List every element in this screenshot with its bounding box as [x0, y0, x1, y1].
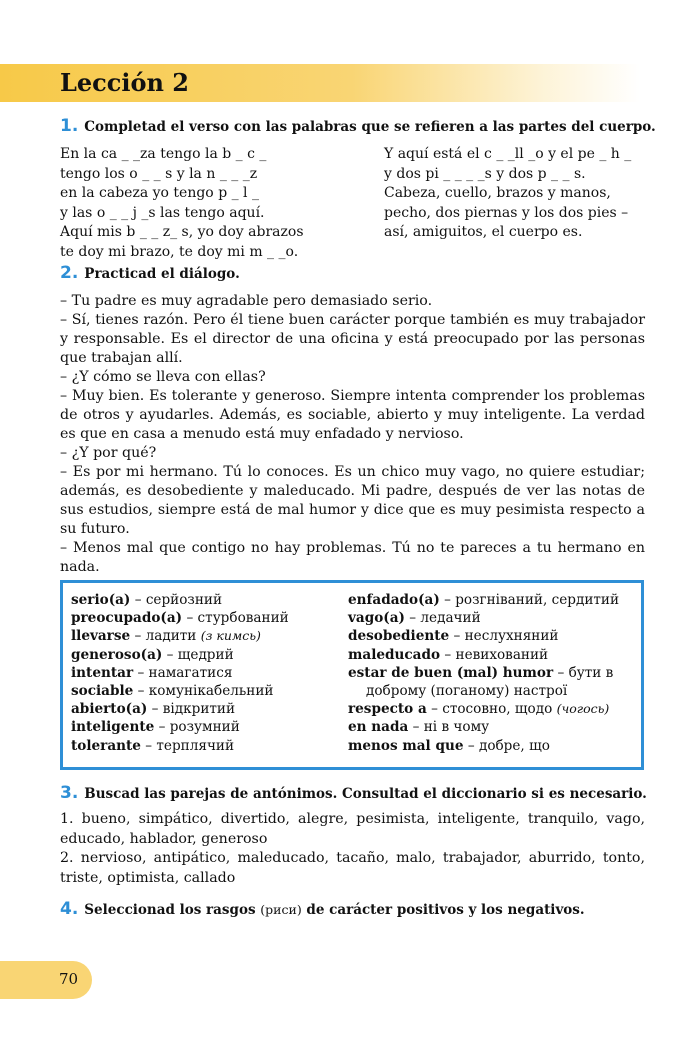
poem-line: te doy mi brazo, te doy mi m _ _o. — [60, 243, 299, 260]
vocabulary-term: serio(a) — [71, 592, 131, 608]
dialogue-line: – Muy bien. Es tolerante y generoso. Siempre intenta comprender los problemas de otros y ayudarles. Además, es sociable, abierto y muy inteligente. La verdad es que en casa a menudo está muy enfadado y nervioso. — [60, 388, 645, 442]
poem-left-column — [60, 145, 304, 262]
poem-right-column — [384, 145, 631, 243]
vocabulary-note: (чогось) — [556, 701, 610, 717]
vocabulary-translation: – комунікабельний — [137, 683, 274, 700]
vocabulary-entry — [348, 700, 619, 718]
vocabulary-entry — [348, 682, 619, 700]
vocabulary-term: enfadado(a) — [348, 592, 440, 608]
vocabulary-box — [60, 580, 644, 770]
vocabulary-term: preocupado(a) — [71, 610, 183, 627]
vocabulary-translation: – добре, що — [467, 737, 550, 754]
vocabulary-entry — [71, 682, 289, 700]
poem-line: y dos pi _ _ _ _s y dos p _ _ s. — [384, 165, 586, 182]
page-number-tab — [0, 961, 92, 999]
vocabulary-term: tolerante — [71, 737, 141, 754]
vocabulary-translation: – стурбований — [186, 610, 289, 627]
task-3-text: Buscad las parejas de antónimos. Consultad el diccionario si es necesario. — [84, 786, 647, 802]
dialogue-line: – ¿Y por qué? — [60, 445, 157, 461]
vocabulary-translation: – розгніваний, сердитий — [444, 592, 620, 608]
dialogue-line: – Es por mi hermano. Tú lo conoces. Es un chico muy vago, no quiere estudiar; además, es desobediente y maleducado. Mi padre, después de ver las notas de sus estudios, siempre está de mal humor y dice que es muy pesimista respecto a su futuro. — [60, 464, 645, 537]
vocabulary-entry — [348, 646, 619, 664]
task-1-number: 1. — [60, 116, 79, 136]
task-2-instruction — [60, 264, 240, 283]
lesson-title: Lección 2 — [60, 68, 189, 97]
vocabulary-entry — [348, 737, 619, 755]
vocabulary-entry — [348, 627, 619, 645]
lesson-header — [0, 64, 640, 102]
vocabulary-translation: – бути в — [557, 664, 614, 681]
vocabulary-entry — [348, 664, 619, 682]
task-2-number: 2. — [60, 263, 79, 283]
vocabulary-translation: – ледачий — [409, 610, 481, 627]
vocabulary-translation: доброму (поганому) настрої — [366, 683, 568, 700]
poem-line: en la cabeza yo tengo p _ l _ — [60, 185, 259, 201]
vocabulary-translation: – стосовно, щодо — [431, 701, 553, 718]
vocabulary-term: inteligente — [71, 719, 155, 736]
poem-line: Y aquí está el c _ _ll _o y el pe _ h _ — [384, 146, 632, 162]
vocabulary-entry — [348, 718, 619, 736]
poem-line: pecho, dos piernas y los dos pies – — [384, 204, 629, 221]
vocabulary-term: generoso(a) — [71, 646, 163, 663]
poem-line: Aquí mis b _ _ z_ s, yo doy abrazos — [60, 224, 304, 240]
vocabulary-entry — [71, 737, 289, 755]
vocabulary-translation: – невихований — [444, 646, 549, 663]
dialogue-line: – Tu padre es muy agradable pero demasiado serio. — [60, 293, 433, 309]
vocabulary-entry — [71, 718, 289, 736]
vocabulary-term: sociable — [71, 683, 134, 700]
vocabulary-left-column — [71, 591, 289, 755]
task-3-instruction — [60, 784, 647, 803]
vocabulary-entry — [71, 700, 289, 718]
vocabulary-note: (з кимсь) — [200, 628, 261, 644]
dialogue-line: – Menos mal que contigo no hay problemas. Tú no te pareces a tu hermano en nada. — [60, 540, 645, 575]
task-2-text: Practicad el diálogo. — [84, 266, 240, 282]
task-1-instruction — [60, 117, 656, 136]
vocabulary-entry — [71, 609, 289, 627]
poem-line: así, amiguitos, el cuerpo es. — [384, 224, 583, 240]
vocabulary-term: desobediente — [348, 628, 450, 645]
vocabulary-term: estar de buen (mal) humor — [348, 664, 554, 681]
task-4-text-c: de carácter positivos y los negativos. — [306, 902, 585, 918]
vocabulary-entry — [71, 646, 289, 664]
task-4-instruction — [60, 900, 585, 919]
vocabulary-translation: – розумний — [158, 719, 240, 736]
vocabulary-translation: – терплячий — [145, 737, 235, 754]
poem-line: y las o _ _ j _s las tengo aquí. — [60, 204, 265, 221]
vocabulary-term: abierto(a) — [71, 701, 148, 718]
dialogue-line: – ¿Y cómo se lleva con ellas? — [60, 369, 266, 385]
antonyms-list-2: 2. nervioso, antipático, maleducado, tacaño, malo, trabajador, aburrido, tonto, triste, optimista, callado — [60, 850, 645, 886]
vocabulary-entry — [71, 627, 289, 645]
vocabulary-translation: – ладити — [134, 628, 197, 645]
dialogue — [60, 292, 645, 577]
vocabulary-translation: – серйозний — [134, 592, 223, 608]
vocabulary-term: vago(a) — [348, 610, 405, 627]
task-4-text-b: (риси) — [260, 902, 302, 917]
dialogue-line: – Sí, tienes razón. Pero él tiene buen carácter porque también es muy trabajador y responsable. Es el director de una oficina y está preocupado por las personas que trabajan allí. — [60, 312, 645, 366]
vocabulary-term: maleducado — [348, 646, 441, 663]
poem-line: Cabeza, cuello, brazos y manos, — [384, 185, 611, 201]
vocabulary-term: en nada — [348, 719, 409, 736]
task-3-number: 3. — [60, 783, 79, 803]
vocabulary-translation: – щедрий — [166, 646, 234, 663]
vocabulary-right-column — [348, 591, 619, 755]
task-4-text-a: Seleccionad los rasgos — [84, 902, 256, 918]
vocabulary-entry — [71, 591, 289, 609]
vocabulary-term: llevarse — [71, 628, 131, 645]
vocabulary-translation: – намагатися — [137, 664, 233, 681]
poem-line: En la ca _ _za tengo la b _ c _ — [60, 146, 267, 162]
vocabulary-entry — [71, 664, 289, 682]
vocabulary-entry — [348, 591, 619, 609]
vocabulary-entry — [348, 609, 619, 627]
antonyms-list-1: 1. bueno, simpático, divertido, alegre, pesimista, inteligente, tranquilo, vago, educado, hablador, generoso — [60, 811, 645, 847]
vocabulary-translation: – неслухняний — [453, 628, 559, 645]
vocabulary-term: menos mal que — [348, 737, 464, 754]
poem-line: tengo los o _ _ s y la n _ _ _z — [60, 165, 258, 182]
vocabulary-translation: – відкритий — [151, 701, 236, 718]
vocabulary-term: intentar — [71, 664, 134, 681]
vocabulary-translation: – ні в чому — [412, 719, 490, 736]
task-1-text: Completad el verso con las palabras que se refieren a las partes del cuerpo. — [84, 119, 656, 135]
vocabulary-term: respecto a — [348, 701, 427, 718]
page-number: 70 — [59, 970, 79, 988]
task-4-number: 4. — [60, 899, 79, 919]
